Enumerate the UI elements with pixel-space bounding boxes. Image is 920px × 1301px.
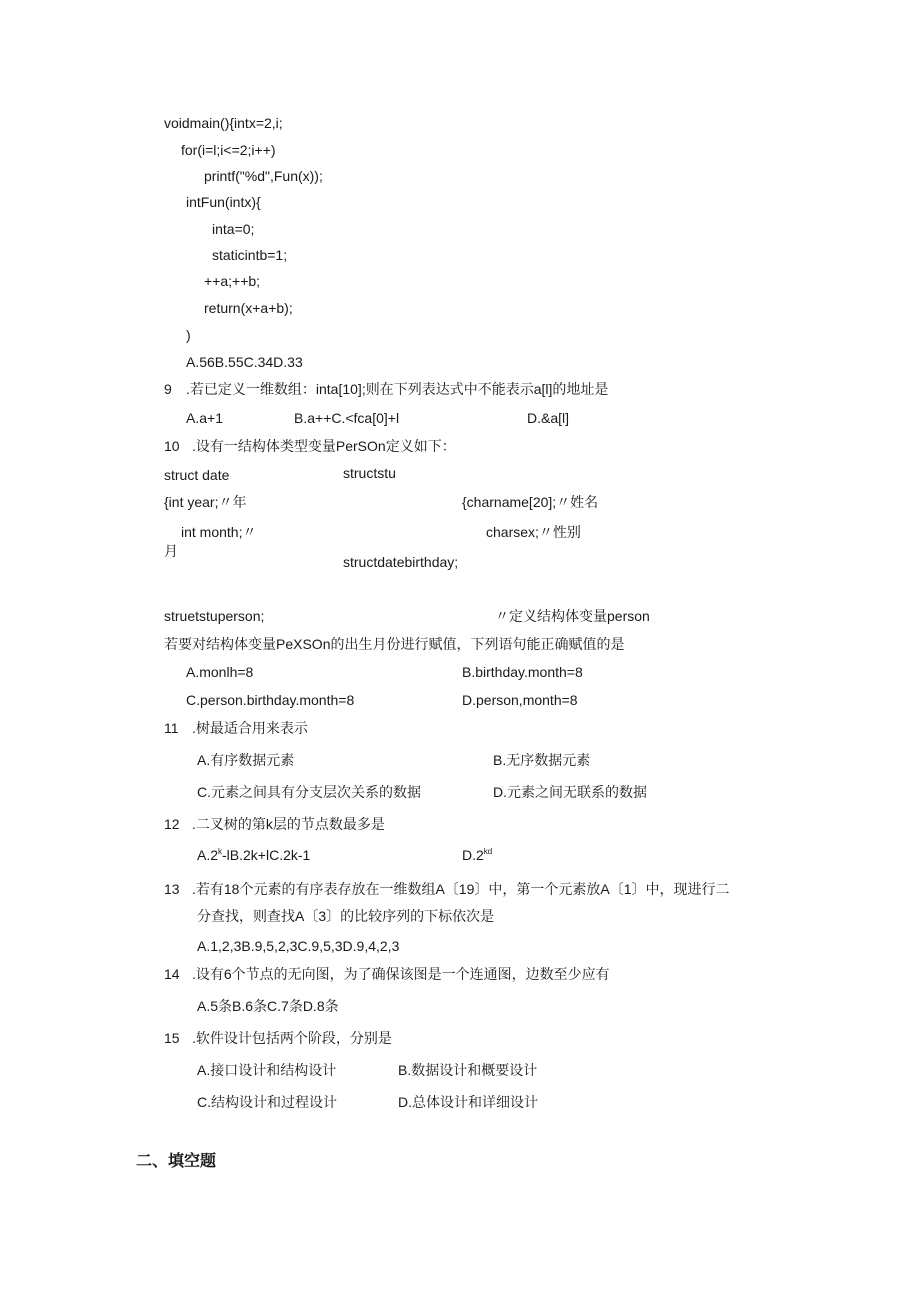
code-fun-signature: intFun(intx){: [186, 194, 261, 210]
q15-option-a: A.接口设计和结构设计: [197, 1062, 337, 1078]
q11-option-d: D.元素之间无联系的数据: [493, 784, 647, 800]
q9-option-a: A.a+1: [186, 410, 223, 426]
q10-option-d: D.person,month=8: [462, 692, 578, 708]
q10-charname: {charname[20];〃姓名: [462, 494, 599, 510]
code-close-brace: ): [186, 327, 191, 343]
q12-option-d-exponent: kd: [483, 847, 493, 856]
q12-number: 12: [164, 816, 180, 832]
q11-number: 11: [164, 720, 179, 736]
section-heading-fill-in: 二、填空题: [136, 1153, 217, 1170]
code-return: return(x+a+b);: [204, 300, 293, 316]
q13-options: A.1,2,3B.9,5,2,3C.9,5,3D.9,4,2,3: [197, 938, 400, 954]
code-printf: printf("%d",Fun(x));: [204, 168, 323, 184]
q10-struct-stu: structstu: [343, 465, 396, 481]
q10-question: 若要对结构体变量PeXSOn的出生月份进行赋值，下列语句能正确赋值的是: [164, 636, 625, 652]
q10-text: .设有一结构体类型变量PerSOn定义如下：: [192, 438, 456, 454]
q12-option-d-base: D.2: [462, 847, 484, 863]
q10-month-cont: 月: [164, 543, 178, 559]
q9-text: .若已定义一维数组：inta[10];则在下列表达式中不能表示a[l]的地址是: [186, 381, 609, 397]
q10-option-c: C.person.birthday.month=8: [186, 692, 355, 708]
q9-option-bc: B.a++C.<fca[0]+l: [294, 410, 400, 426]
code-increment: ++a;++b;: [204, 273, 261, 289]
q10-charsex: charsex;〃性别: [486, 524, 581, 540]
q12-option-a-base: A.2: [197, 847, 219, 863]
q10-int-year: {int year;〃年: [164, 494, 247, 510]
q11-option-b: B.无序数据元素: [493, 752, 591, 768]
code-for-loop: for(i=l;i<=2;i++): [181, 142, 276, 158]
q10-struct-date: struct date: [164, 467, 230, 483]
q13-text-cont: 分查找，则查找A〔3〕的比较序列的下标依次是: [197, 908, 495, 924]
q15-text: .软件设计包括两个阶段，分别是: [192, 1030, 392, 1046]
q10-int-month: int month;〃: [181, 524, 257, 540]
q12-options-abc: [197, 846, 310, 864]
q10-stuperson: struetstuperson;: [164, 608, 265, 624]
q12-option-d: [462, 846, 492, 864]
q9-option-d: D.&a[l]: [527, 410, 570, 426]
q13-number: 13: [164, 881, 180, 897]
q8-options: A.56B.55C.34D.33: [186, 354, 303, 370]
q14-options: A.5条B.6条C.7条D.8条: [197, 998, 339, 1014]
q15-option-b: B.数据设计和概要设计: [398, 1062, 538, 1078]
q11-option-a: A.有序数据元素: [197, 752, 295, 768]
q13-text: .若有18个元素的有序表存放在一维数组A〔19〕中，第一个元素放A〔1〕中，现进行二: [192, 881, 730, 897]
q15-number: 15: [164, 1030, 180, 1046]
q11-text: .树最适合用来表示: [192, 720, 308, 736]
code-decl-b: staticintb=1;: [212, 247, 288, 263]
q10-number: 10: [164, 438, 180, 454]
code-decl-a: inta=0;: [212, 221, 255, 237]
q12-options-rest: -lB.2k+lC.2k-1: [222, 847, 311, 863]
q10-stuperson-comment: 〃定义结构体变量person: [495, 608, 650, 624]
q11-option-c: C.元素之间具有分支层次关系的数据: [197, 784, 421, 800]
q10-birthday: structdatebirthday;: [343, 554, 459, 570]
q9-number: 9: [164, 381, 172, 397]
q14-text: .设有6个节点的无向图，为了确保该图是一个连通图，边数至少应有: [192, 966, 610, 982]
q14-number: 14: [164, 966, 180, 982]
q10-option-b: B.birthday.month=8: [462, 664, 583, 680]
q15-option-d: D.总体设计和详细设计: [398, 1094, 538, 1110]
q12-text: .二叉树的第k层的节点数最多是: [192, 816, 385, 832]
q10-option-a: A.monlh=8: [186, 664, 254, 680]
q15-option-c: C.结构设计和过程设计: [197, 1094, 337, 1110]
code-main-signature: voidmain(){intx=2,i;: [164, 115, 283, 131]
q12-option-a-exponent: k: [218, 847, 223, 856]
